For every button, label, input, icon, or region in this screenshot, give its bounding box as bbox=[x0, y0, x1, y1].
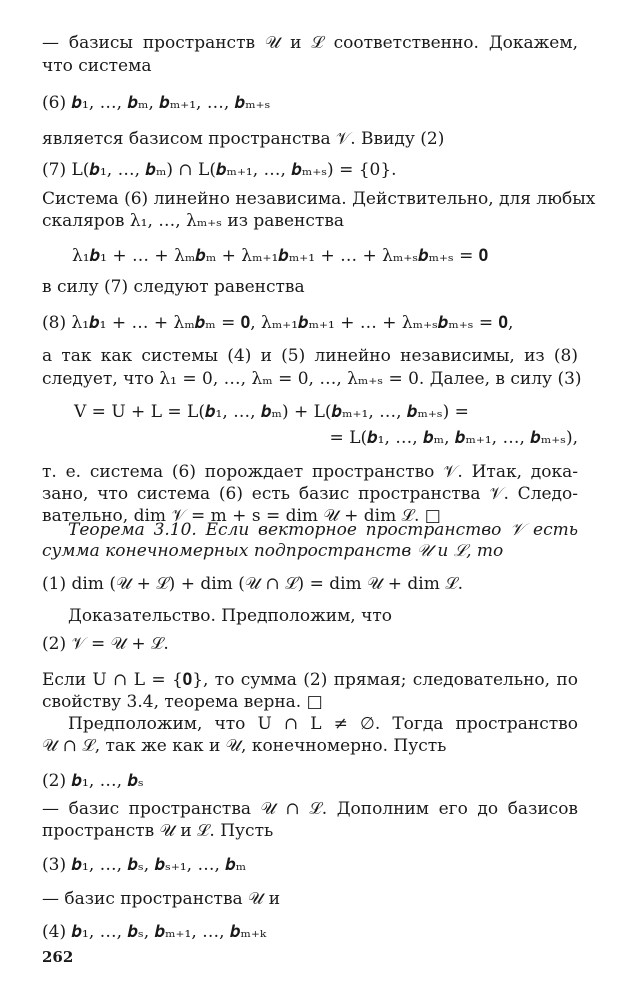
formula-line: = L(𝒃₁, …, 𝒃ₘ, 𝒃ₘ₊₁, …, 𝒃ₘ₊ₛ), bbox=[329, 428, 578, 448]
text-line: является базисом пространства 𝒱. Ввиду (2) bbox=[42, 129, 445, 149]
formula-line: (6) 𝒃₁, …, 𝒃ₘ, 𝒃ₘ₊₁, …, 𝒃ₘ₊ₛ bbox=[42, 93, 271, 113]
text-line: в силу (7) следуют равенства bbox=[42, 277, 305, 297]
text-line: Система (6) линейно независима. Действительно, для любых bbox=[42, 189, 596, 209]
page-number: 262 bbox=[42, 948, 74, 966]
text-line: что система bbox=[42, 56, 152, 76]
text-line: — базис пространства 𝒰 и bbox=[42, 889, 281, 909]
text-line: зано, что система (6) есть базис пространства 𝒱. Следо- bbox=[42, 484, 578, 504]
text-line: а так как системы (4) и (5) линейно независимы, из (8) bbox=[42, 346, 578, 366]
formula-line: (2) 𝒱 = 𝒰 + ℒ. bbox=[42, 634, 169, 654]
proof-heading: Доказательство. Предположим, что bbox=[68, 606, 392, 626]
theorem-text: сумма конечномерных подпространств 𝒰 и ℒ, то bbox=[42, 541, 504, 561]
formula-line: V = U + L = L(𝒃₁, …, 𝒃ₘ) + L(𝒃ₘ₊₁, …, 𝒃ₘ₊ₛ) = bbox=[74, 402, 469, 422]
text-line: 𝒰 ∩ ℒ, так же как и 𝒰, конечномерно. Пусть bbox=[42, 736, 447, 756]
formula-line: (8) λ₁𝒃₁ + … + λₘ𝒃ₘ = 𝟎, λₘ₊₁𝒃ₘ₊₁ + … + λₘ₊ₛ𝒃ₘ₊ₛ = 𝟎, bbox=[42, 313, 514, 333]
formula-line: λ₁𝒃₁ + … + λₘ𝒃ₘ + λₘ₊₁𝒃ₘ₊₁ + … + λₘ₊ₛ𝒃ₘ₊ₛ = 𝟎 bbox=[72, 246, 489, 266]
formula-line: (1) dim (𝒰 + ℒ) + dim (𝒰 ∩ ℒ) = dim 𝒰 + dim ℒ. bbox=[42, 574, 464, 594]
text-line: пространств 𝒰 и ℒ. Пусть bbox=[42, 821, 274, 841]
formula-line: (7) L(𝒃₁, …, 𝒃ₘ) ∩ L(𝒃ₘ₊₁, …, 𝒃ₘ₊ₛ) = {0}. bbox=[42, 160, 397, 180]
theorem-heading: Теорема 3.10. Если векторное пространство 𝒱 есть bbox=[68, 520, 578, 540]
formula-line: (3) 𝒃₁, …, 𝒃ₛ, 𝒃ₛ₊₁, …, 𝒃ₘ bbox=[42, 855, 247, 875]
text-line: Предположим, что U ∩ L ≠ ∅. Тогда пространство bbox=[68, 714, 578, 734]
text-line: следует, что λ₁ = 0, …, λₘ = 0, …, λₘ₊ₛ = 0. Далее, в силу (3) bbox=[42, 369, 582, 389]
text-line: Если U ∩ L = {𝟎}, то сумма (2) прямая; следовательно, по bbox=[42, 670, 578, 690]
formula-line: (2) 𝒃₁, …, 𝒃ₛ bbox=[42, 771, 144, 791]
text-line: свойству 3.4, теорема верна. □ bbox=[42, 692, 323, 712]
text-line: — базис пространства 𝒰 ∩ ℒ. Дополним его до базисов bbox=[42, 799, 578, 819]
text-line: вательно, dim 𝒱 = m + s = dim 𝒰 + dim ℒ. □ bbox=[42, 506, 441, 526]
text-line: — базисы пространств 𝒰 и ℒ соответственно. Докажем, bbox=[42, 33, 578, 53]
text-line: т. е. система (6) порождает пространство 𝒱. Итак, дока- bbox=[42, 462, 578, 482]
formula-line: (4) 𝒃₁, …, 𝒃ₛ, 𝒃ₘ₊₁, …, 𝒃ₘ₊ₖ bbox=[42, 922, 267, 942]
text-line: скаляров λ₁, …, λₘ₊ₛ из равенства bbox=[42, 211, 345, 231]
